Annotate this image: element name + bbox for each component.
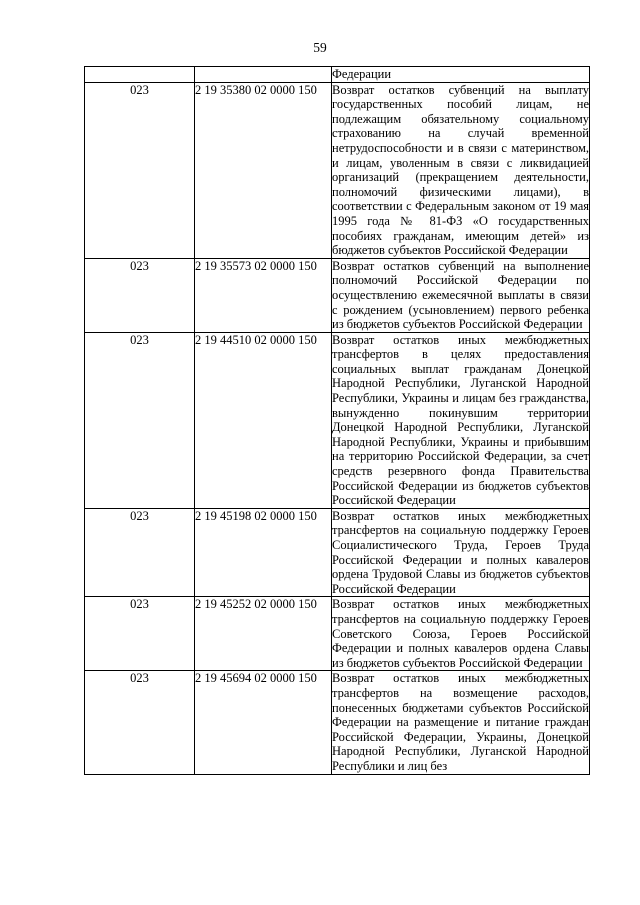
description-cell: Возврат остатков иных межбюджетных трансфертов в целях предоставления социальных выплат гражданам Донецкой Народной Республики, Луганской Народной Республики, Украины и лицам без гражданства, вынужденно покинувшим территории Донецкой Народной Республики, Луганской Народной Республики, Украины и прибывшим на территорию Российской Федерации, за счет средств резервного фонда Правительства Российской Федерации из бюджетов субъектов Российской Федерации bbox=[332, 332, 589, 508]
table-row bbox=[85, 82, 590, 258]
description-cell: Возврат остатков иных межбюджетных трансфертов на возмещение расходов, понесенных бюджетами субъектов Российской Федерации на размещение и питание граждан Российской Федерации, Украины, Донецкой Народной Республики, Луганской Народной Республики и лиц без bbox=[332, 671, 589, 773]
admin-code-cell: 023 bbox=[85, 82, 195, 258]
admin-code-cell: 023 bbox=[85, 597, 195, 671]
kbk-code-cell bbox=[195, 67, 332, 83]
table-row bbox=[85, 671, 590, 774]
admin-code-cell: 023 bbox=[85, 671, 195, 774]
description-cell: Возврат остатков субвенций на выплату государственных пособий лицам, не подлежащим обязательному социальному страхованию на случай временной нетрудоспособности и в связи с материнством, и лицам, уволенным в связи с ликвидацией организаций (прекращением деятельности, полномочий физическими лицами), в соответствии с Федеральным законом от 19 мая 1995 года № 81-ФЗ «О государственных пособиях гражданам, имеющим детей» из бюджетов субъектов Российской Федерации bbox=[332, 82, 589, 258]
kbk-code-cell: 2 19 45198 02 0000 150 bbox=[195, 508, 332, 597]
description-cell: Федерации bbox=[332, 67, 590, 83]
kbk-code-cell: 2 19 45252 02 0000 150 bbox=[195, 597, 332, 671]
table-row bbox=[85, 67, 590, 83]
admin-code-cell bbox=[85, 67, 195, 83]
description-cell: Возврат остатков иных межбюджетных трансфертов на социальную поддержку Героев Советского Союза, Героев Российской Федерации и полных кавалеров ордена Славы из бюджетов субъектов Российской Федерации bbox=[332, 597, 589, 670]
kbk-code-cell: 2 19 44510 02 0000 150 bbox=[195, 332, 332, 508]
description-cell: Возврат остатков субвенций на выполнение полномочий Российской Федерации по осуществлению ежемесячной выплаты в связи с рождением (усыновлением) первого ребенка из бюджетов субъектов Российской Федерации bbox=[332, 258, 589, 332]
table-row bbox=[85, 258, 590, 332]
table-row bbox=[85, 508, 590, 597]
table-row bbox=[85, 597, 590, 671]
kbk-code-cell: 2 19 45694 02 0000 150 bbox=[195, 671, 332, 774]
kbk-code-cell: 2 19 35380 02 0000 150 bbox=[195, 82, 332, 258]
page-number: 59 bbox=[313, 40, 327, 55]
kbk-code-cell: 2 19 35573 02 0000 150 bbox=[195, 258, 332, 332]
description-cell: Возврат остатков иных межбюджетных трансфертов на социальную поддержку Героев Социалистического Труда, Героев Труда Российской Федерации и полных кавалеров ордена Трудовой Славы из бюджетов субъектов Российской Федерации bbox=[332, 508, 589, 596]
admin-code-cell: 023 bbox=[85, 332, 195, 508]
budget-classification-table bbox=[84, 66, 590, 775]
table-row bbox=[85, 332, 590, 508]
admin-code-cell: 023 bbox=[85, 258, 195, 332]
admin-code-cell: 023 bbox=[85, 508, 195, 597]
